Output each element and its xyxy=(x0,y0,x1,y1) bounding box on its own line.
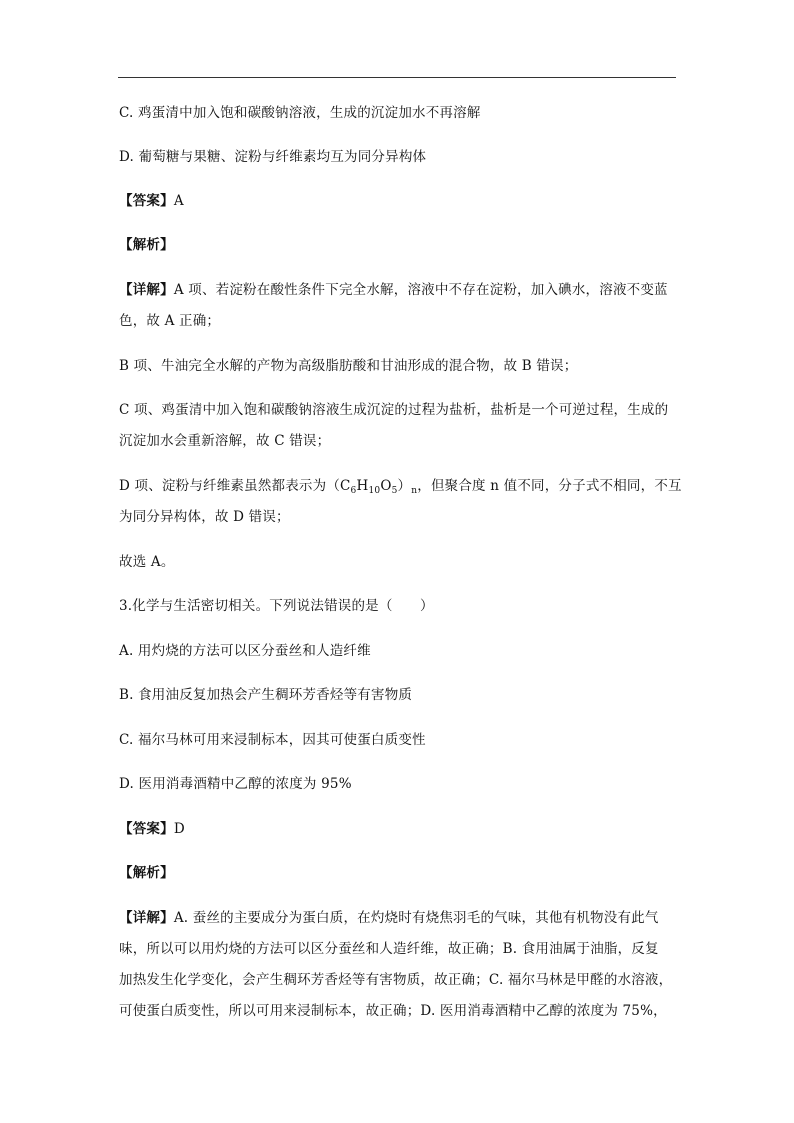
d-h: H xyxy=(356,478,369,494)
q2-answer xyxy=(119,192,184,210)
q2-detail-b: B 项、牛油完全水解的产物为高级脂肪酸和甘油形成的混合物，故 B 错误； xyxy=(119,358,578,374)
q3-answer xyxy=(119,820,185,838)
q2-option-c: C. 鸡蛋清中加入饱和碳酸钠溶液，生成的沉淀加水不再溶解 xyxy=(119,105,481,121)
d-sub3: 5 xyxy=(391,486,398,496)
d-sub-n: n xyxy=(411,486,418,496)
q3-detail-line1 xyxy=(119,909,659,927)
d-o: O xyxy=(380,478,392,494)
q2-detail-a-line2: 色，故 A 正确； xyxy=(119,313,221,329)
d-sub2: 10 xyxy=(368,486,381,496)
q2-detail-d-line1 xyxy=(119,477,682,500)
q3-stem: 3.化学与生活密切相关。下列说法错误的是（ ） xyxy=(119,598,434,614)
detail-label: 【详解】 xyxy=(119,282,174,298)
answer-label: 【答案】 xyxy=(119,821,174,837)
detail-text: A. 蚕丝的主要成分为蛋白质，在灼烧时有烧焦羽毛的气味，其他有机物没有此气 xyxy=(173,910,659,926)
q3-option-b: B. 食用油反复加热会产生稠环芳香烃等有害物质 xyxy=(119,687,413,703)
q2-analysis-title: 【解析】 xyxy=(119,237,174,253)
answer-value: D xyxy=(173,821,185,837)
q3-detail-line2: 味，所以可以用灼烧的方法可以区分蚕丝和人造纤维，故正确；B. 食用油属于油脂，反复 xyxy=(119,941,659,957)
d-close: ） xyxy=(397,478,412,494)
q3-option-c: C. 福尔马林可用来浸制标本，因其可使蛋白质变性 xyxy=(119,732,426,748)
q2-detail-c-line2: 沉淀加水会重新溶解，故 C 错误； xyxy=(119,433,331,449)
answer-label: 【答案】 xyxy=(119,193,174,209)
detail-label: 【详解】 xyxy=(119,910,174,926)
q3-detail-line4: 可使蛋白质变性，所以可用来浸制标本，故正确；D. 医用消毒酒精中乙醇的浓度为 75%， xyxy=(119,1003,667,1019)
d-pre: D 项、淀粉与纤维素虽然都表示为（C xyxy=(119,478,351,494)
q3-detail-line3: 加热发生化学变化，会产生稠环芳香烃等有害物质，故正确；C. 福尔马林是甲醛的水溶液， xyxy=(119,972,673,988)
q2-detail-d-line2: 为同分异构体，故 D 错误； xyxy=(119,509,290,525)
q2-detail-a-line1 xyxy=(119,281,668,299)
q2-conclusion: 故选 A。 xyxy=(119,554,175,570)
detail-a-text: A 项、若淀粉在酸性条件下完全水解，溶液中不存在淀粉，加入碘水，溶液不变蓝 xyxy=(173,282,668,298)
q2-detail-c-line1: C 项、鸡蛋清中加入饱和碳酸钠溶液生成沉淀的过程为盐析，盐析是一个可逆过程，生成的 xyxy=(119,402,669,418)
q3-option-a: A. 用灼烧的方法可以区分蚕丝和人造纤维 xyxy=(119,643,371,659)
d-post: ，但聚合度 n 值不同，分子式不相同，不互 xyxy=(417,478,682,494)
q3-option-d: D. 医用消毒酒精中乙醇的浓度为 95% xyxy=(119,776,352,792)
header-rule xyxy=(118,77,676,78)
q3-analysis-title: 【解析】 xyxy=(119,865,174,881)
answer-value: A xyxy=(173,193,184,209)
q2-option-d: D. 葡萄糖与果糖、淀粉与纤维素均互为同分异构体 xyxy=(119,149,427,165)
d-sub1: 6 xyxy=(350,486,357,496)
